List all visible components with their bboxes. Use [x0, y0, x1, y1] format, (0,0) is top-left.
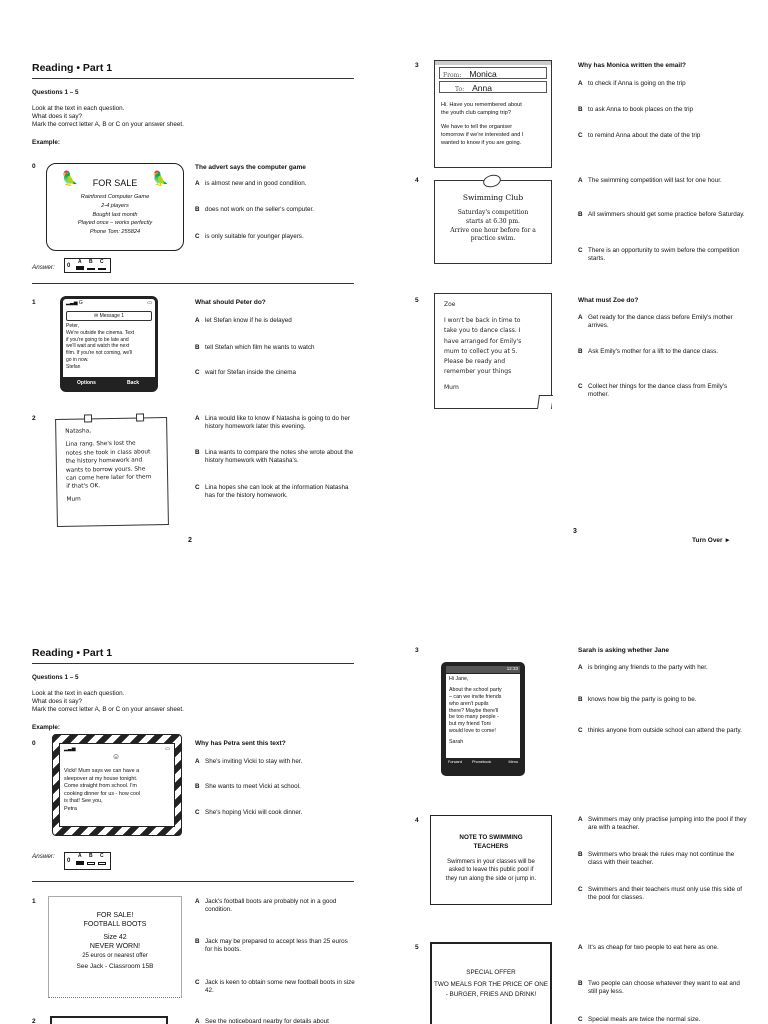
option-a: A Jack's football boots are probably not in a good condition.: [195, 898, 337, 913]
phone-screen: [60, 296, 158, 392]
question-number: 1: [32, 898, 36, 905]
notice-title: Swimming Club: [462, 193, 524, 202]
option-c: C She's hoping Vicki will cook dinner.: [195, 809, 303, 816]
parrot-icon: 🦜: [61, 170, 79, 186]
section-title: Reading • Part 1: [32, 62, 113, 74]
option-b: B Swimmers who break the rules may not continue the class with their teacher.: [578, 851, 735, 866]
option-b: B She wants to meet Vicki at school.: [195, 783, 301, 790]
offer-line: SPECIAL OFFER: [466, 969, 516, 976]
answer-grid: 0 A B C: [64, 852, 111, 870]
example-label: Example:: [32, 724, 60, 731]
option-a: A See the noticeboard nearby for details about: [195, 1018, 329, 1024]
notice-line: Swimmers in your classes will be: [447, 859, 535, 865]
option-c: C to remind Anna about the date of the trip: [578, 132, 701, 139]
signal-icon: ▂▃▅: [64, 746, 76, 752]
phone-frame: [52, 734, 182, 836]
note-line: Mum: [66, 496, 81, 503]
message-line: Peter,: [66, 323, 80, 329]
option-c: C thinks anyone from outside school can attend the party.: [578, 727, 742, 734]
option-b: B Jack may be prepared to accept less than 25 euros for his boots.: [195, 938, 348, 953]
back-softkey[interactable]: Back: [127, 380, 139, 386]
option-c: C wait for Stefan inside the cinema: [195, 369, 297, 376]
handwritten-note: [434, 293, 552, 409]
intro-line: Mark the correct letter A, B or C on your answer sheet.: [32, 705, 184, 713]
from-label: From:: [443, 72, 462, 79]
option-b: B tell Stefan which film he wants to watch: [195, 344, 315, 351]
intro-line: Look at the text in each question.: [32, 690, 125, 697]
note-line: have arranged for Emily's: [444, 337, 522, 345]
email-line: the youth club camping trip?: [441, 110, 511, 117]
option-b: B Lina wants to compare the notes she wrote about the history homework with Natasha's.: [195, 449, 354, 464]
intro-line: What does it say?: [32, 112, 83, 120]
message-line: Vicki! Mum says we can have a: [64, 768, 140, 774]
message-line: Sarah: [449, 739, 464, 745]
folded-corner: [537, 395, 553, 409]
option-a: A is almost new and in good condition.: [195, 180, 307, 187]
note-line: the history homework and: [65, 457, 143, 465]
note-line: mum to collect you at 5.: [444, 347, 518, 355]
notice-line: See Jack - Classroom 15B: [76, 962, 154, 970]
title-rule: [32, 78, 354, 79]
question-number: 2: [32, 415, 36, 422]
question-text: What should Peter do?: [195, 299, 266, 306]
note-line: notes she took in class about: [65, 449, 151, 457]
message-line: there? Maybe there'll: [449, 707, 499, 714]
page-number: 3: [573, 528, 577, 535]
note-line: I won't be back in time to: [444, 317, 521, 325]
empty-mark: [98, 268, 106, 270]
for-sale-notice: [48, 896, 182, 998]
notice-box: [50, 1016, 168, 1024]
pool-notice: [430, 815, 552, 905]
battery-icon: ▭: [147, 300, 152, 306]
message-line: be too many people -: [449, 714, 499, 721]
section-rule: [32, 283, 354, 284]
note-line: can come here later for them: [66, 474, 152, 482]
option-b: B All swimmers should get some practice before Saturday.: [578, 211, 745, 218]
pin-icon: [482, 173, 502, 189]
offer-line: TWO MEALS FOR THE PRICE OF ONE: [434, 981, 548, 989]
question-text: Why has Monica written the email?: [578, 62, 686, 69]
email-line: wanted to know if you are going.: [441, 140, 522, 147]
empty-mark: [98, 862, 106, 865]
option-a: A Get ready for the dance class before Emily's mother arrives.: [578, 314, 733, 329]
message-line: sleepover at my house tonight.: [64, 775, 138, 782]
offer-line: - BURGER, FRIES AND DRINK!: [445, 990, 537, 998]
filled-mark: [76, 861, 84, 865]
note-line: remember your things: [444, 368, 512, 376]
question-text: What must Zoe do?: [578, 297, 639, 304]
message-line: but my friend Toni: [449, 721, 491, 728]
envelope-icon: ✉: [93, 313, 100, 319]
question-number: 0: [32, 163, 36, 170]
note-line: Mum: [444, 384, 459, 392]
message-line: who aren't pupils: [449, 700, 489, 707]
question-text: Sarah is asking whether Jane: [578, 647, 670, 654]
message-line: Hi Jane,: [449, 676, 469, 682]
for-sale-advert: [46, 163, 184, 251]
option-a: A Lina would like to know if Natasha is going to do her history homework later this evening.: [195, 415, 350, 430]
email-window: [434, 60, 552, 168]
forward-softkey[interactable]: Forward: [448, 760, 462, 764]
note-line: if that's OK.: [66, 483, 101, 491]
handwritten-note: [55, 417, 169, 527]
questions-range: Questions 1 – 5: [32, 89, 79, 96]
option-a: A let Stefan know if he is delayed: [195, 317, 292, 324]
advert-line: Played once – works perfectly: [77, 220, 153, 227]
notice-title: NOTE TO SWIMMING: [459, 834, 523, 841]
note-line: wants to borrow yours. She: [65, 465, 146, 474]
notice-line: 25 euros or nearest offer: [82, 952, 148, 959]
phone-frame: [441, 662, 525, 776]
answer-label: Answer:: [32, 264, 55, 271]
empty-mark: [87, 862, 95, 865]
option-a: A to check if Anna is going on the trip: [578, 80, 686, 87]
note-line: Lina rang. She's lost the: [65, 440, 136, 449]
advert-line: Phone Tom: 255824: [89, 228, 141, 235]
option-c: C There is an opportunity to swim before the competition starts.: [578, 247, 740, 262]
question-number: 5: [415, 297, 419, 304]
note-line: Natasha,: [65, 428, 92, 435]
question-number: 3: [415, 647, 419, 654]
window-bar: [435, 61, 551, 65]
empty-mark: [87, 268, 95, 270]
question-number: 5: [415, 944, 419, 951]
questions-range: Questions 1 – 5: [32, 674, 79, 681]
message-line: is that! See you,: [64, 798, 103, 805]
answer-label: Answer:: [32, 853, 55, 860]
note-line: take you to dance class. I: [444, 327, 521, 335]
notice-title: TEACHERS: [473, 842, 509, 850]
question-number: 4: [415, 817, 419, 824]
message-line: if you're going to be late and: [66, 336, 129, 343]
notice-line: Arrive one hour before for a: [450, 226, 536, 234]
menu-softkey[interactable]: Menu: [508, 760, 518, 764]
advert-heading: FOR SALE: [92, 178, 138, 188]
question-number: 3: [415, 62, 419, 69]
message-line: cooking dinner for us - how cool: [64, 790, 141, 797]
advert-line: Bought last month: [92, 211, 138, 218]
option-c: C is only suitable for younger players.: [195, 233, 304, 240]
message-line: go in now.: [66, 356, 89, 363]
parrot-icon: 🦜: [151, 170, 169, 186]
message-header: ✉ Message 1: [66, 311, 152, 321]
answer-grid: 0 A B C: [64, 258, 111, 273]
notice-line: they run along the side or jump in.: [445, 875, 537, 882]
advert-line: Rainforest Computer Game: [80, 194, 150, 201]
pin-icon: [84, 414, 92, 422]
option-a: A The swimming competition will last for one hour.: [578, 177, 722, 184]
section-rule: [32, 881, 354, 882]
page-number: 2: [188, 537, 192, 544]
message-line: we'll wait and watch the next: [66, 343, 130, 350]
option-c: C Jack is keen to obtain some new football boots in size 42.: [195, 979, 355, 994]
option-a: A Swimmers may only practise jumping into the pool if they are with a teacher.: [578, 816, 747, 831]
notice-line: practice swim.: [470, 235, 516, 243]
message-line: Come straight from school. I'm: [64, 783, 137, 790]
filled-mark: [76, 266, 84, 270]
option-c: C Swimmers and their teachers must only use this side of the pool for classes.: [578, 886, 742, 901]
email-line: Hi. Have you remembered about: [441, 102, 522, 108]
notice-line: FOR SALE!: [96, 912, 134, 919]
email-line: We have to tell the organiser: [441, 124, 513, 131]
advert-line: 2-4 players: [101, 202, 129, 209]
swimming-club-notice: [434, 180, 552, 264]
status-time: 12:33: [506, 666, 518, 671]
notice-line: starts at 6.30 pm.: [466, 218, 520, 226]
question-number: 2: [32, 1018, 36, 1024]
to-value: Anna: [472, 83, 492, 93]
email-line: tomorrow if we're interested and I: [441, 132, 524, 139]
message-line: would love to come!: [449, 728, 496, 735]
message-line: film. If you're not coming, we'll: [66, 350, 133, 356]
turn-over-link[interactable]: Turn Over ►: [692, 537, 731, 544]
special-offer-sign: [430, 942, 552, 1024]
message-line: Stefan: [66, 363, 81, 370]
option-b: B does not work on the seller's computer.: [195, 206, 315, 213]
section-title: Reading • Part 1: [32, 647, 113, 659]
to-label: To:: [455, 86, 465, 93]
options-softkey[interactable]: Options: [77, 380, 96, 386]
phonebook-softkey[interactable]: Phonebook: [472, 760, 492, 764]
signal-icon: ▂▃▅ G: [66, 300, 83, 306]
intro-line: Mark the correct letter A, B or C on your answer sheet.: [32, 120, 184, 128]
from-value: Monica: [469, 69, 497, 79]
notice-line: asked to leave this public pool if: [448, 867, 534, 874]
option-a: A She's inviting Vicki to stay with her.: [195, 758, 303, 765]
note-line: Zoe: [444, 301, 456, 308]
question-number: 0: [32, 740, 36, 747]
notice-line: NEVER WORN!: [89, 943, 141, 951]
title-rule: [32, 663, 354, 664]
battery-icon: ▭: [165, 746, 170, 752]
message-line: Petra: [64, 805, 77, 812]
notice-line: FOOTBALL BOOTS: [83, 921, 147, 929]
option-b: B Ask Emily's mother for a lift to the dance class.: [578, 348, 718, 355]
instructions: [32, 690, 184, 714]
option-a: A It's as cheap for two people to eat here as one.: [578, 944, 719, 951]
option-b: B Two people can choose whatever they want to eat and still pay less.: [578, 980, 740, 995]
pin-icon: [136, 413, 144, 421]
option-b: B knows how big the party is going to be.: [578, 696, 697, 703]
question-number: 4: [415, 177, 419, 184]
option-c: C Collect her things for the dance class from Emily's mother.: [578, 383, 728, 398]
option-c: C Special meals are twice the normal size.: [578, 1016, 701, 1023]
notice-line: Saturday's competition: [457, 209, 529, 217]
example-label: Example:: [32, 139, 60, 146]
note-line: Please be ready and: [444, 357, 506, 365]
intro-line: What does it say?: [32, 697, 83, 705]
message-line: About the school party: [449, 686, 502, 693]
contact-icon: ☺: [112, 752, 121, 761]
question-number: 1: [32, 299, 36, 306]
question-text: Why has Petra sent this text?: [195, 740, 286, 747]
option-b: B to ask Anna to book places on the trip: [578, 106, 694, 113]
instructions: [32, 105, 184, 129]
message-line: We're outside the cinema. Text: [66, 329, 135, 336]
option-c: C Lina hopes she can look at the information Natasha has for the history homework.: [195, 484, 349, 499]
option-a: A is bringing any friends to the party with her.: [578, 664, 708, 671]
question-text: The advert says the computer game: [195, 164, 306, 171]
status-bar: [446, 666, 520, 673]
intro-line: Look at the text in each question.: [32, 105, 125, 112]
message-line: – can we invite friends: [449, 693, 502, 700]
notice-line: Size 42: [103, 933, 127, 941]
